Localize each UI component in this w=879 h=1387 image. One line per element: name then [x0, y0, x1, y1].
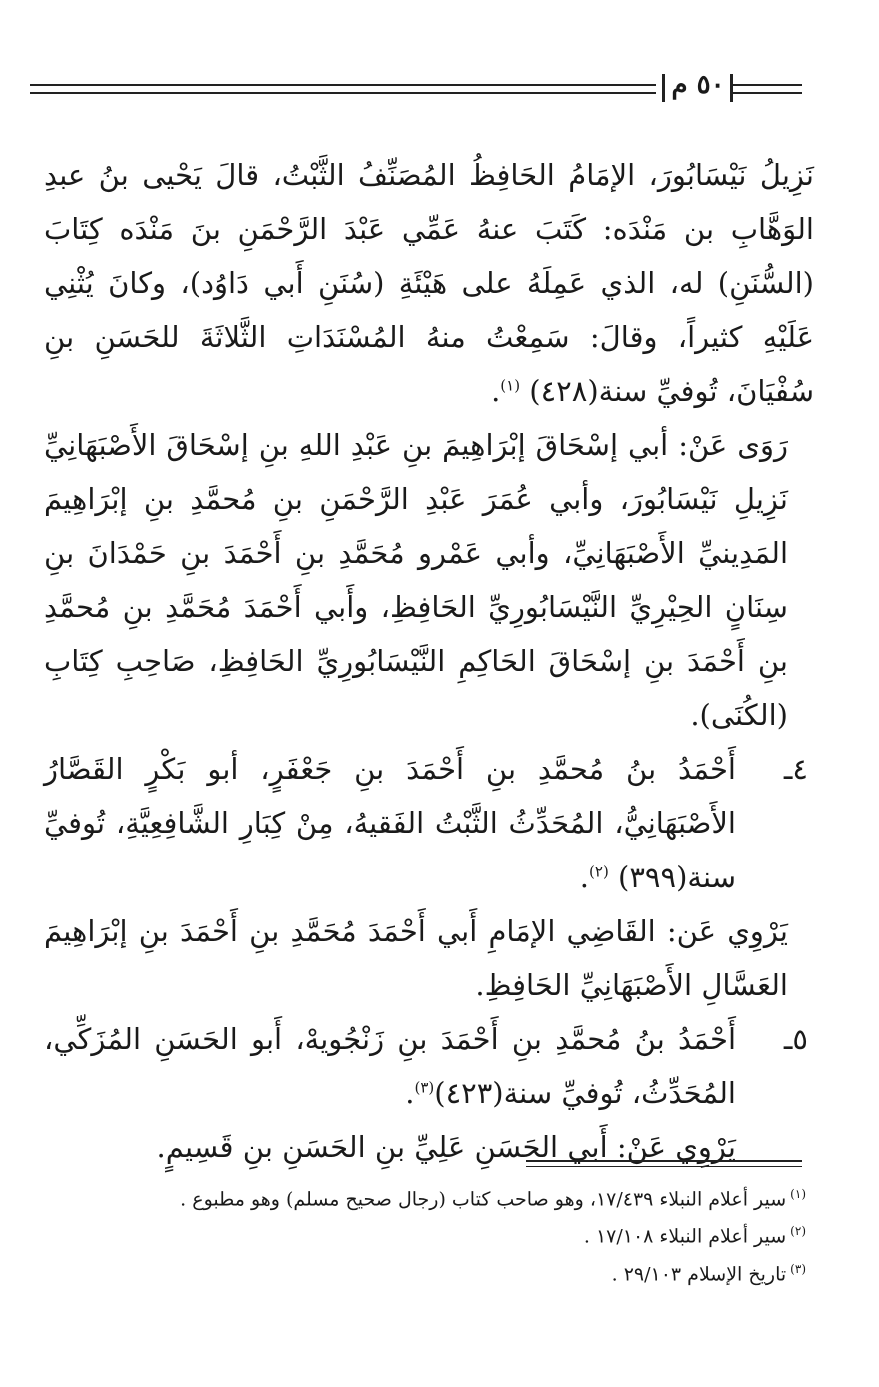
footnote-separator — [526, 1160, 802, 1167]
footnote-ref: (٢) — [589, 862, 609, 881]
footnote-mark: (١) — [790, 1187, 806, 1201]
footnote — [60, 1253, 806, 1290]
header-rule-bar — [662, 74, 665, 102]
page-number: ٥٠ م — [671, 70, 725, 100]
entry-text: أَحْمَدُ بنُ مُحمَّدِ بنِ أَحْمَدَ بنِ جَعْفَرٍ، أبو بَكْرٍ القَصَّارُ الأَصْبَهَانِيُّ، المُحَدِّثُ الثَّبْتُ الفَقيهُ، مِنْ كِبَارِ الشَّافِعِيَّةِ، تُوفيِّ سنة(٣٩٩) — [44, 752, 736, 894]
entry-end: . — [405, 1076, 415, 1110]
footnote — [60, 1178, 806, 1215]
header-rule-short — [732, 84, 802, 94]
footnote-text: سير أعلام النبلاء ١٧/٤٣٩، وهو صاحب كتاب (رجال صحيح مسلم) وهو مطبوع . — [180, 1188, 787, 1211]
footnote-text: سير أعلام النبلاء ١٧/١٠٨ . — [583, 1225, 787, 1248]
entry-number: ٤ـ — [783, 752, 808, 786]
footnote-text: تاريخ الإسلام ٢٩/١٠٣ . — [611, 1262, 787, 1285]
paragraph-text: نَزِيلُ نَيْسَابُورَ، الإمَامُ الحَافِظُ المُصَنِّفُ الثَّبْتُ، قالَ يَحْيى بنُ عبدِ الوَهَّابِ بن مَنْدَه: كَتَبَ عنهُ عَمِّي عَبْدَ الرَّحْمَنِ بنَ مَنْدَه كِتَابَ (السُّنَنِ) له، الذي عَمِلَهُ على هَيْئَةِ (سُنَنِ أَبي دَاوُد)، وكانَ يُثْنِي عَلَيْهِ كثيراً، وقالَ: سَمِعْتُ منهُ المُسْنَدَاتِ الثَّلاثَةَ للحَسَنِ بنِ سُفْيَانَ، تُوفيِّ سنة(٤٢٨) — [44, 158, 814, 408]
paragraph-biography — [44, 148, 814, 418]
footnote-ref: (١) — [500, 376, 521, 395]
entry-number: ٥ـ — [783, 1022, 808, 1056]
paragraph-text: يَرْوِي عَنْ: أَبي الحَسَنِ عَلِيِّ بنِ الحَسَنِ بنِ قَسِيمٍ. — [156, 1130, 736, 1164]
entry-item-4 — [44, 742, 814, 904]
header-rule-long — [30, 84, 656, 94]
paragraph-text: يَرْوِي عَن: القَاضِي الإمَامِ أَبي أَحْمَدَ مُحَمَّدِ بنِ أَحْمَدَ بنِ إبْرَاهِيمَ العَسَّالِ الأَصْبَهَانِيِّ الحَافِظِ. — [44, 914, 788, 1002]
entry-item-5 — [44, 1012, 814, 1120]
footnote-ref: (٣) — [414, 1078, 435, 1097]
footnote-mark: (٣) — [790, 1261, 806, 1276]
paragraph-text: رَوَى عَنْ: أبي إسْحَاقَ إبْرَاهِيمَ بنِ عَبْدِ اللهِ بنِ إسْحَاقَ الأَصْبَهَانِيِّ نَزِيلِ نَيْسَابُورَ، وأبي عُمَرَ عَبْدِ الرَّحْمَنِ بنِ مُحمَّدِ بنِ إبْرَاهِيمَ المَدِينيِّ الأَصْبَهَانِيِّ، وأبي عَمْرو مُحَمَّدِ بنِ أَحْمَدَ بنِ حَمْدَانَ بنِ سِنَانٍ الحِيْرِيِّ النَّيْسَابُورِيِّ الحَافِظِ، وأَبي أَحْمَدَ مُحَمَّدِ بنِ مُحمَّدِ بنِ أَحْمَدَ بنِ إسْحَاقَ الحَاكِمِ النَّيْسَابُورِيِّ الحَافِظِ، صَاحِبِ كِتَابِ (الكُنَى). — [44, 428, 788, 732]
paragraph-narrated-from — [44, 418, 814, 742]
paragraph-end: . — [491, 374, 501, 408]
paragraph-narrates-from — [44, 904, 814, 1012]
entry-end: . — [579, 860, 590, 894]
entry-text: أَحْمَدُ بنُ مُحمَّدِ بنِ أَحْمَدَ بنِ زَنْجُويهْ، أَبو الحَسَنِ المُزَكِّي، المُحَدِّثُ، تُوفيِّ سنة(٤٢٣) — [44, 1022, 736, 1110]
footnotes — [60, 1178, 806, 1290]
main-text — [44, 148, 814, 1174]
footnote — [60, 1215, 806, 1252]
page-header — [30, 68, 810, 108]
footnote-mark: (٢) — [790, 1224, 806, 1239]
